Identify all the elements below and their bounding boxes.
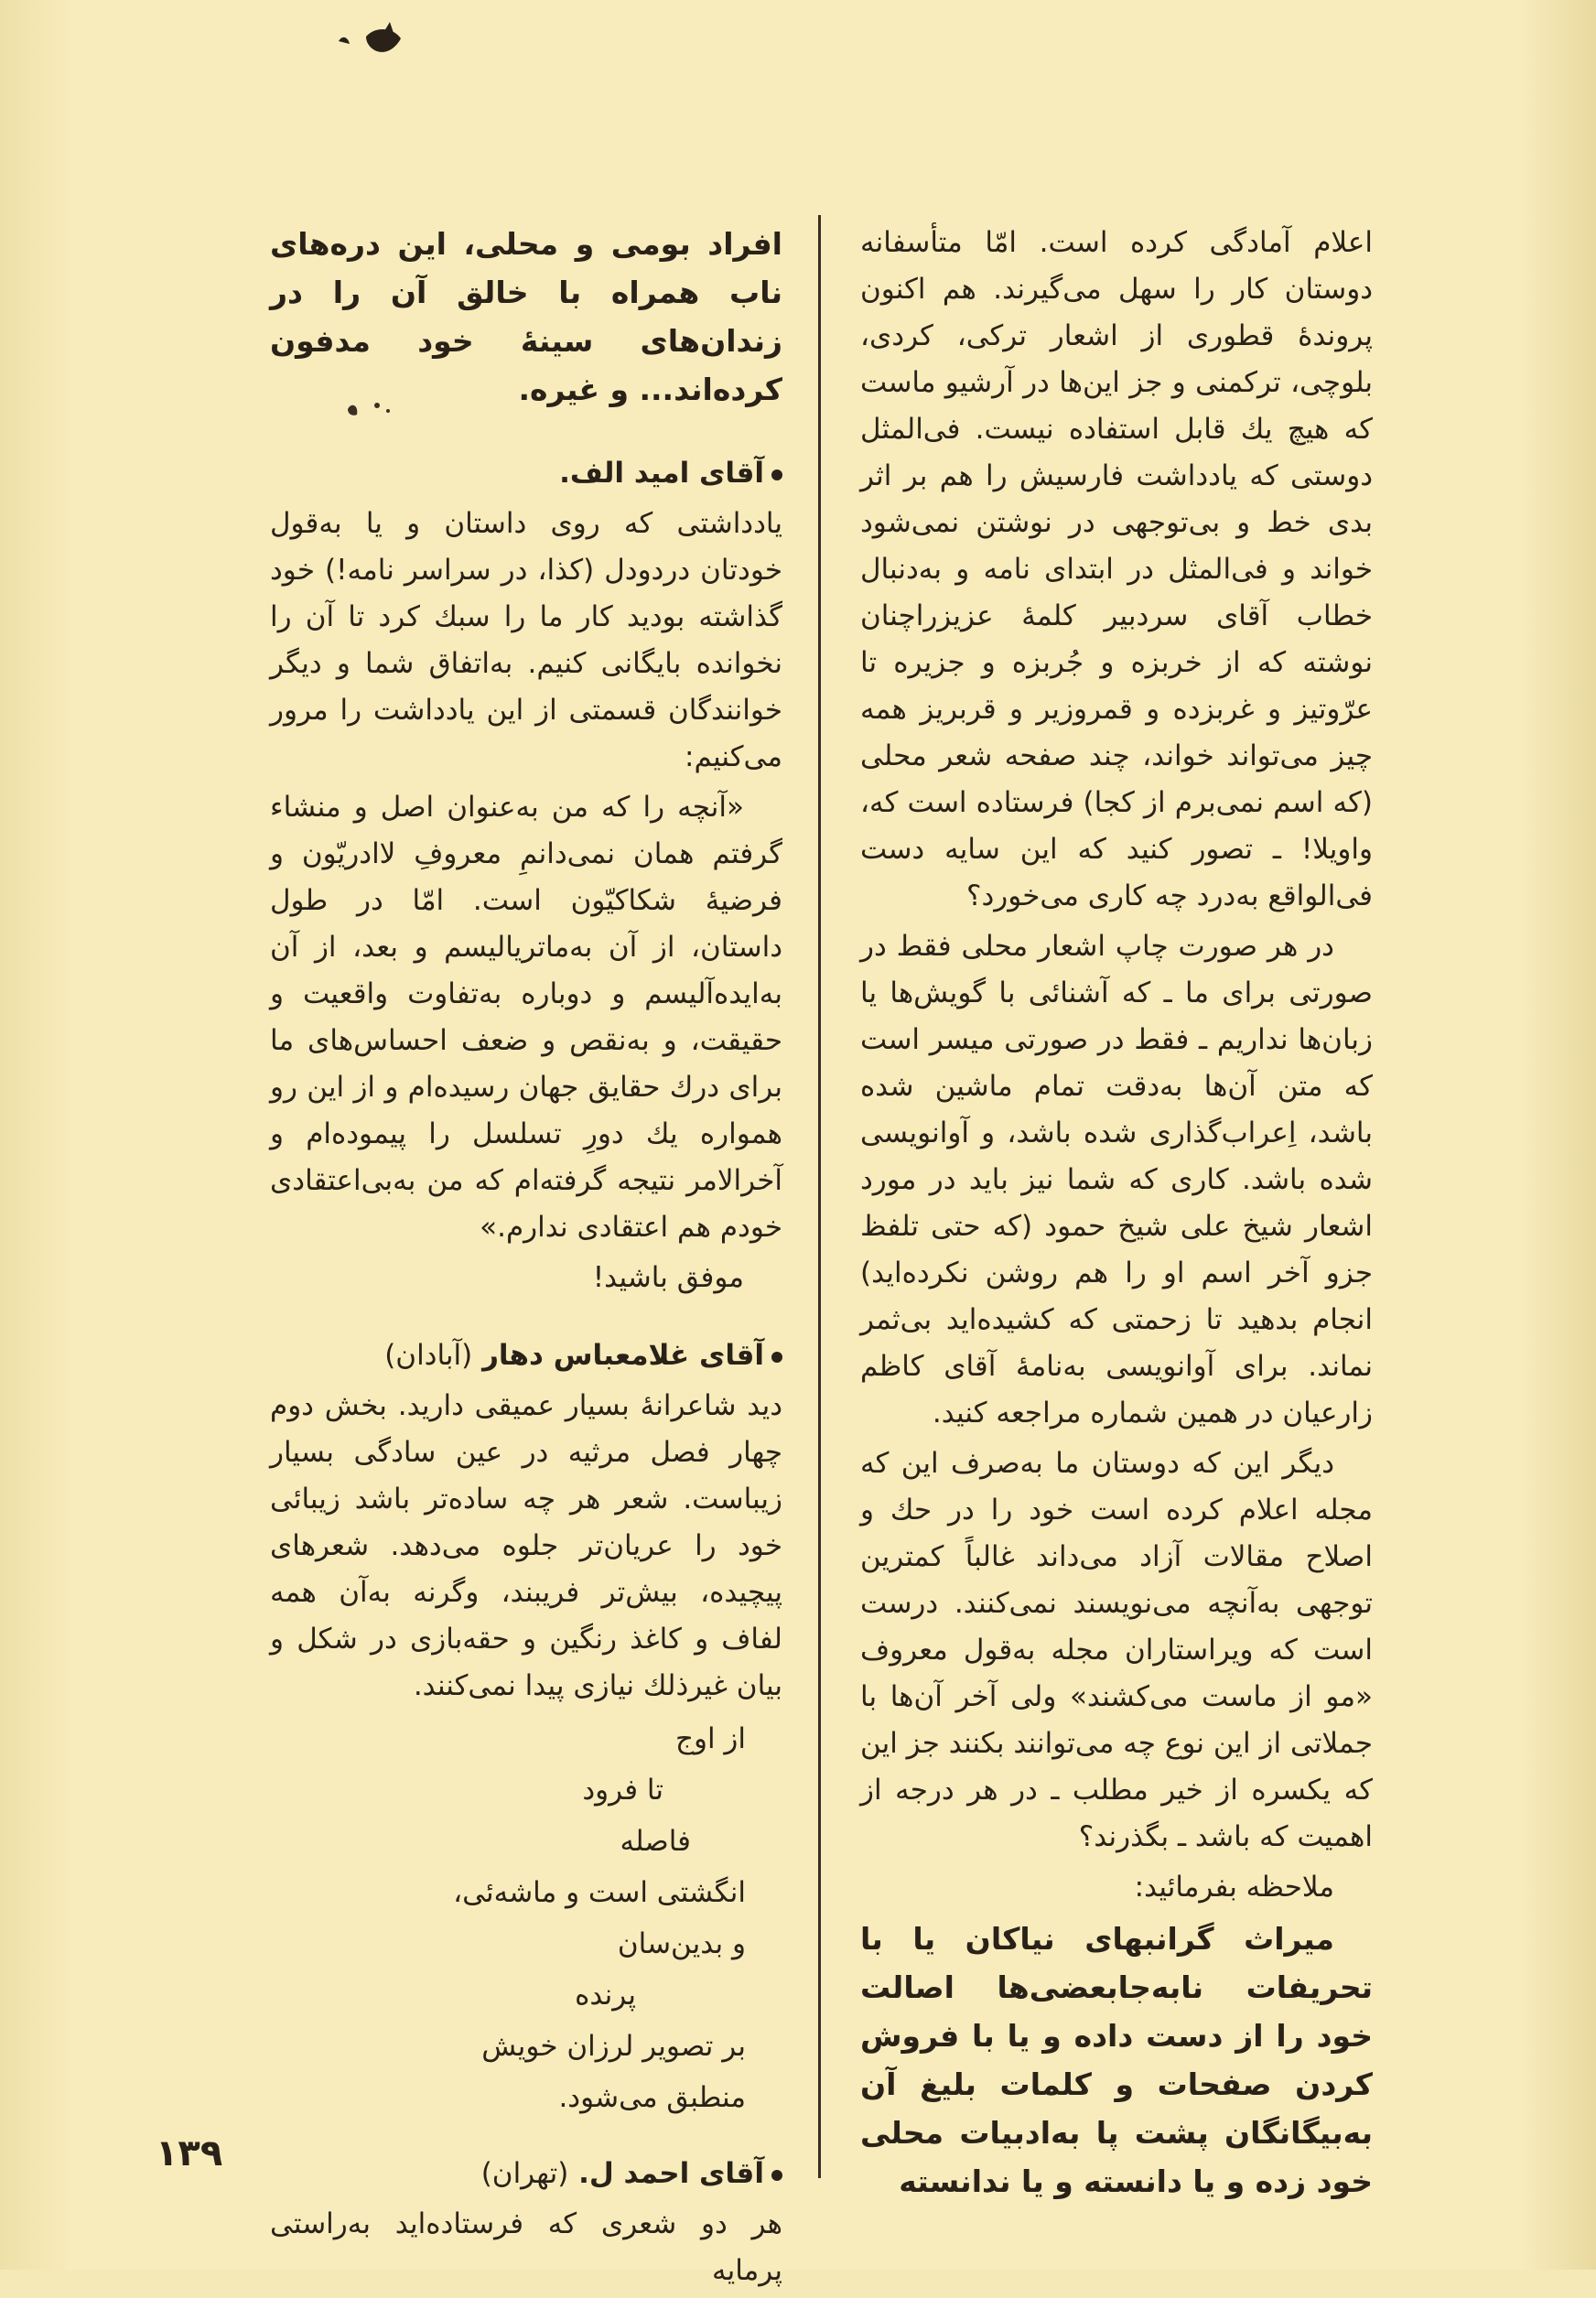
- bullet-icon: [771, 469, 782, 480]
- left-quoted-excerpt-end: افراد بومی و محلی، این دره‌های ناب همراه با خالق آن را در زندان‌های سینهٔ خود مدفون کرده‌اند... و غیره.: [270, 226, 782, 407]
- bullet-icon: [771, 2170, 782, 2181]
- reply-name: آقای غلامعباس دهار: [482, 1339, 764, 1372]
- poem-excerpt: [270, 1713, 782, 2123]
- reply-name: آقای امید الف.: [559, 457, 764, 490]
- right-paragraph-2: در هر صورت چاپ اشعار محلی فقط در صورتی برای ما ـ که آشنائی با گویش‌ها یا زبان‌ها نداریم ـ فقط در صورتی میسر است که متن آن‌ها به‌دقت تمام ماشین شده باشد، اِعراب‌گذاری شده باشد، و آوانویسی شده باشد. کاری که شما نیز باید در مورد اشعار شیخ علی شیخ حمود (که حتی تلفظ جزو آخر اسم او را هم روشن نکرده‌اید) انجام بدهید تا زحمتی که کشیده‌اید بی‌ثمر نماند. برای آوانویسی به‌نامهٔ آقای کاظم زارعیان در همین شماره مراجعه کنید.: [860, 930, 1373, 1430]
- page-number: ۱۳۹: [156, 2132, 223, 2174]
- bullet-icon: [771, 1352, 782, 1363]
- ink-smudge-icon: [329, 18, 421, 64]
- poem-line: فاصله: [620, 1825, 691, 1858]
- right-paragraph-4: ملاحظه بفرمائید:: [1134, 1871, 1334, 1904]
- reply-ahmad-text: هر دو شعری که فرستاده‌اید به‌راستی پرمایه: [270, 2207, 782, 2287]
- poem-line: تا فرود: [582, 1774, 663, 1807]
- poem-line: و بدین‌سان: [617, 1927, 746, 1960]
- reply-location: (تهران): [480, 2157, 569, 2190]
- right-paragraph-1: اعلام آمادگی کرده است. امّا متأسفانه دوستان کار را سهل می‌گیرند. هم اکنون پروندهٔ قطوری از اشعار ترکی، کردی، بلوچی، ترکمنی و جز این‌ها در آرشیو ماست که هیچ یك قابل استفاده نیست. فی‌المثل دوستی که یادداشت فارسیش را هم بر اثر بدی خط و بی‌توجهی در نوشتن نمی‌شود خواند و فی‌المثل در ابتدای نامه و به‌دنبال خطاب آقای سردبیر کلمهٔ عزیزراچنان نوشته که از خربزه و جُربزه و جزیره تا عرّوتیز و غربزده و قمروزیر و قربریز همه چیز می‌تواند خواند، چند صفحه شعر محلی (که اسم نمی‌برم از کجا) فرستاده است که، واویلا! ـ تصور کنید که این سایه دست فی‌الواقع به‌درد چه کاری می‌خورد؟: [860, 226, 1373, 912]
- reply-name: آقای احمد ل.: [578, 2157, 764, 2190]
- poem-line: از اوج: [674, 1722, 746, 1755]
- left-column: [270, 220, 782, 2298]
- poem-line: منطبق می‌شود.: [558, 2081, 746, 2114]
- reply-heading-ahmad: [270, 2151, 782, 2197]
- right-column: [860, 220, 1373, 2209]
- reply-omid-quote: «آنچه را که من به‌عنوان اصل و منشاء گرفتم همان نمی‌دانمِ معروفِ لاادریّون و فرضیهٔ شکاکیّون است. امّا در طول داستان، از آن به‌ماتریالیسم و بعد، از آن به‌ایده‌آلیسم و دوباره به‌تفاوت واقعیت و حقیقت، و به‌نقص و ضعف احساس‌های ما برای درك حقایق جهان رسیده‌ام و از این رو همواره یك دورِ تسلسل را پیموده‌ام و آخرالامر نتیجه گرفته‌ام که من به‌بی‌اعتقادی خودم هم اعتقادی ندارم.»: [270, 791, 782, 1244]
- poem-line: انگشتی است و ماشه‌ئی،: [453, 1876, 746, 1909]
- reply-gholamabbas-text: دید شاعرانهٔ بسیار عمیقی دارید. بخش دوم چهار فصل مرثیه در عین سادگی بسیار زیباست. شعر هر چه ساده‌تر باشد زیبائی خود را عریان‌تر جلوه می‌دهد. شعرهای پیچیده، بیش‌تر فریبند، وگرنه به‌آن همه لفاف و کاغذ رنگین و حقه‌بازی در شکل و بیان غیرذلك نیازی پیدا نمی‌کنند.: [270, 1389, 782, 1702]
- poem-line: بر تصویر لرزان خویش: [481, 2030, 746, 2063]
- poem-line: پرنده: [575, 1979, 636, 2012]
- right-quoted-excerpt: میراث گرانبهای نیاکان یا با تحریفات نابه‌جابعضی‌ها اصالت خود را از دست داده و یا با فروش کردن صفحات و کلمات بلیغ آن به‌بیگانگان پشت پا به‌ادبیات محلی خود زده و یا دانسته و یا ندانسته: [860, 1921, 1373, 2199]
- reply-omid-closing: موفق باشید!: [592, 1261, 744, 1294]
- reply-omid-text: یادداشتی که روی داستان و یا به‌قول خودتان دردودل (کذا، در سراسر نامه!) خود گذاشته بودید کار ما را سبك کرد تا آن را نخوانده بایگانی کنیم. به‌اتفاق شما و دیگر خوانندگان قسمتی از این یادداشت را مرور می‌کنیم:: [270, 507, 782, 773]
- reply-location: (آبادان): [384, 1339, 473, 1372]
- reply-heading-omid: [270, 450, 782, 497]
- reply-heading-gholamabbas: [270, 1332, 782, 1379]
- right-paragraph-3: دیگر این که دوستان ما به‌صرف این که مجله اعلام کرده است خود را در حك و اصلاح مقالات آزاد می‌داند غالباً کمترین توجهی به‌آنچه می‌نویسند نمی‌کنند. درست است که ویراستاران مجله به‌قول معروف «مو از ماست می‌کشند» ولی آخر آن‌ها با جملاتی از این نوع چه می‌توانند بکنند جز این که یکسره از خیر مطلب ـ در هر درجه از اهمیت که باشد ـ بگذرند؟: [859, 1447, 1373, 1853]
- column-divider: [818, 215, 821, 2178]
